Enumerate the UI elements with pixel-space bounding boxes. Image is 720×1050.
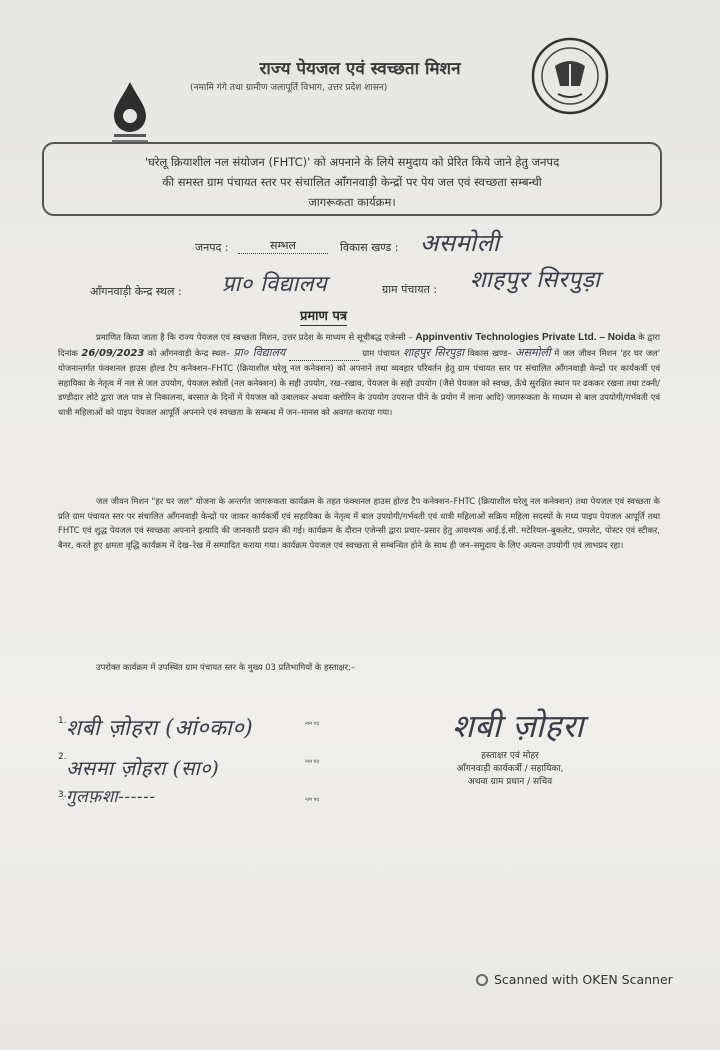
- event-date: 26/09/2023: [81, 347, 145, 359]
- blank-line: [289, 360, 359, 361]
- program-banner: [42, 142, 662, 216]
- banner-line-3: जागरूकता कार्यक्रम।: [308, 195, 396, 209]
- signature-2-caption: नाम पद: [305, 759, 320, 765]
- scanner-text: Scanned with OKEN Scanner: [494, 972, 673, 987]
- para1-intro: प्रमाणित किया जाता है कि राज्य पेयजल एवं स्वच्छता मिशन, उत्तर प्रदेश के माध्यम से सूचीबद्ध एजेन्सी –: [96, 332, 413, 342]
- para1-body: में जल जीवन मिशन 'हर घर जल' योजनान्तर्गत फंक्शनल हाउस होल्ड टैप कनेक्शन–FHTC (क्रियाशील घरेलू नल कनेक्शन) को अपनाने तथा व्यवहार परिवर्तन हेतु ग्राम पंचायत स्तर पर संचालित आँगनवाड़ी केन्द्रों पर कार्यकर्त्री एवं सहायिका के नेतृत्व में नल से जल उपयोग, पेयजल स्त्रोतों (नल कनेक्शन) के सही उपयोग, रख–रखाव, पेयजल के सही उपयोग (जैसे पेयजल को स्वच्छ, ऊँचे सुरक्षित स्थान पर ढककर रखना तथा टक्नी/डण्डीदार लोटे द्वारा जल पात्र से निकालना, बरसात के दिनों में पेयजल को उबालकर अथवा क्लोरिन के उपयोग उपरान्त पीने के प्रयोग में लाना आदि) जागरूकता के माध्यम से बाल उपयोगी/गर्भवती एवं धात्री महिलाओं को पाइप पेयजल आपूर्ति अपनाने एवं स्वच्छता के सम्बन्ध में जन–मानस को अवगत कराया गया।: [58, 347, 661, 417]
- panchayat-label: ग्राम पंचायत :: [382, 283, 438, 296]
- district-label: जनपद :: [195, 241, 229, 254]
- certificate-paragraph-1: [58, 330, 660, 420]
- panchayat-handwritten: शाहपुर सिरपुड़ा: [403, 345, 465, 359]
- panchayat-prefix: ग्राम पंचायत: [362, 347, 400, 358]
- right-line-2: आँगनवाड़ी कार्यकर्त्री / सहायिका,: [456, 764, 564, 774]
- signature-1-caption: नाम पद: [305, 721, 320, 727]
- right-line-3: अथवा ग्राम प्रधान / सचिव: [467, 777, 553, 787]
- signature-2-number: 2.: [58, 752, 67, 762]
- signature-3-caption: नाम पद: [305, 797, 320, 803]
- para1-center-label: को आँगनवाड़ी केन्द्र स्थल–: [147, 347, 231, 358]
- block-prefix: विकास खण्ड–: [467, 347, 512, 358]
- signature-3-number: 3.: [58, 790, 67, 800]
- scanner-logo-icon: [476, 974, 488, 986]
- signatures-intro: उपरोक्त कार्यक्रम में उपस्थित ग्राम पंचायत स्तर के मुख्य 03 प्रतिभागियों के हस्ताक्षर:–: [96, 662, 356, 672]
- block-handwritten: असमोली: [515, 345, 551, 359]
- center-handwritten: प्रा० विद्यालय: [233, 345, 286, 359]
- scanner-watermark: [476, 972, 673, 987]
- signature-2-name: असमा ज़ोहरा (सा०): [66, 756, 220, 780]
- center-label: आँगनवाड़ी केन्द्र स्थल :: [90, 285, 182, 298]
- signature-3-name: गुलफ़शा------: [66, 787, 156, 807]
- signature-1-name: शबी ज़ोहरा (आं०का०): [66, 716, 254, 741]
- panchayat-value: शाहपुर सिरपुड़ा: [470, 267, 601, 293]
- page-title: राज्य पेयजल एवं स्वच्छता मिशन: [259, 59, 461, 79]
- certificate-heading: प्रमाण पत्र: [300, 306, 347, 326]
- signature-1-number: 1.: [58, 716, 67, 726]
- para1-date-label: के द्वारा दिनांक: [58, 332, 660, 358]
- banner-line-1: 'घरेलू क्रियाशील नल संयोजन (FHTC)' को अपनाने के लिये समुदाय को प्रेरित किये जाने हेतु जनपद: [144, 155, 560, 169]
- page-subtitle: (नमामि गंगे तथा ग्रामीण जलापूर्ति विभाग, उत्तर प्रदेश शासन): [190, 83, 388, 93]
- certificate-paragraph-2: जल जीवन मिशन "हर घर जल" योजना के अन्तर्गत जागरूकता कार्यक्रम के तहत फंक्शनल हाउस होल्ड टैप कनेक्शन–FHTC (क्रियाशील घरेलू नल कनेक्शन) तथा पेयजल एवं स्वच्छता के प्रति ग्राम पंचायत स्तर पर संचालित आँगनवाड़ी केन्द्रों पर जाकर कार्यकर्त्री एवं सहायिका के नेतृत्व में बाल उपयोगी/गर्भवती एवं धात्री महिलाओं सक्रिय महिला सदस्यों के मध्य पाइप पेयजल आपूर्ति तथा FHTC एवं शुद्ध पेयजल एवं स्वच्छता अपनाने इत्यादि की जानकारी प्रदान की गई। कार्यक्रम के दौरान एजेन्सी द्वारा प्रचार–प्रसार हेतु आवश्यक आई.ई.सी. मटेरियल–बुकलेट, पम्पलेट, पोस्टर एवं स्टीकर, बैनर, करते हुए क्षमता वृद्धि कार्यक्रम में देख–रेख में सम्पादित कराया गया। कार्यक्रम पेयजल एवं स्वच्छता से सम्बन्धित होने के साथ ही जन–समुदाय के लिए अत्यन्त उपयोगी एवं लाभप्रद रहा।: [58, 496, 660, 550]
- banner-line-2: की समस्त ग्राम पंचायत स्तर पर संचालित आँगनवाड़ी केन्द्रों पर पेय जल एवं स्वच्छता सम्बन्धी: [162, 175, 542, 189]
- agency-name: Appinventiv Technologies Private Ltd. – Noida: [415, 332, 636, 343]
- water-drop-logo-icon: [100, 78, 160, 148]
- block-value: असमोली: [420, 229, 500, 257]
- district-value: सम्भल: [238, 238, 328, 254]
- authorized-signature: शबी ज़ोहरा: [452, 707, 584, 745]
- right-line-1: हस्ताक्षर एवं मोहर: [481, 751, 539, 761]
- center-value: प्रा० विद्यालय: [222, 272, 328, 297]
- block-label: विकास खण्ड :: [340, 241, 399, 254]
- signature-stamp-label: [410, 750, 610, 789]
